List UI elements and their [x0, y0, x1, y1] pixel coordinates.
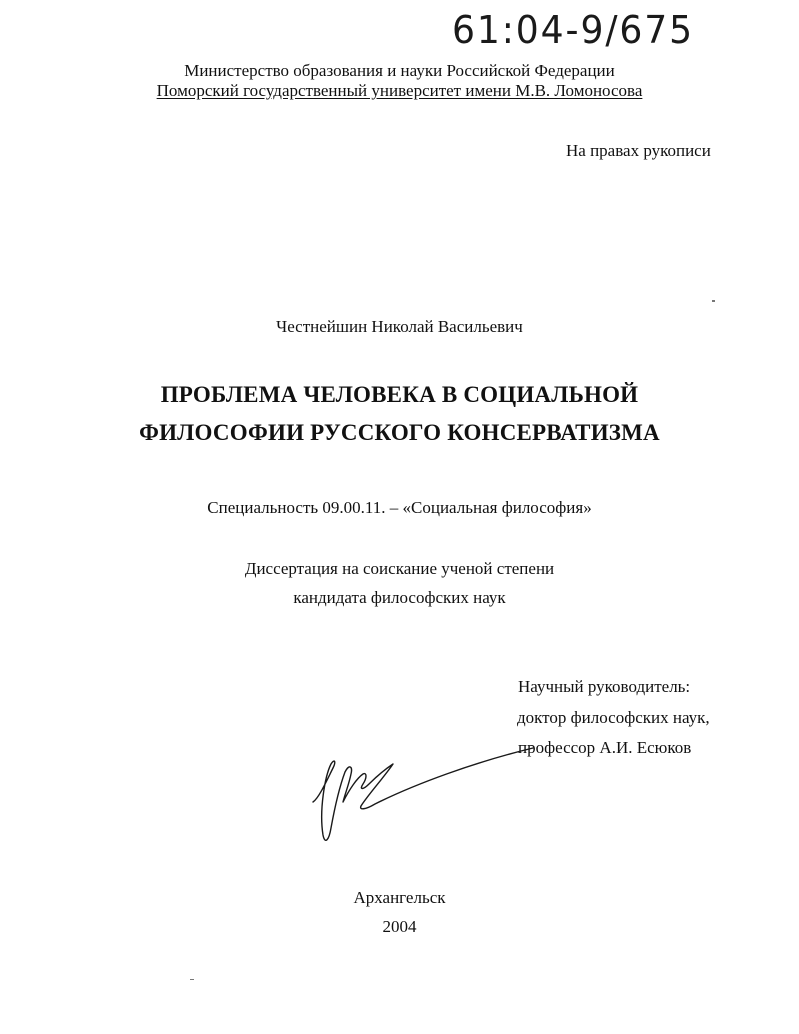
archive-code-handwritten: 61:04-9/675 [452, 8, 694, 52]
city: Архангельск [353, 888, 446, 907]
supervisor-label: Научный руководитель: [518, 677, 691, 696]
supervisor-degree: доктор философских наук, [517, 708, 710, 727]
ministry-heading: Министерство образования и науки Российской Федерации [184, 61, 615, 80]
thesis-title-line2: ФИЛОСОФИИ РУССКОГО КОНСЕРВАТИЗМА [139, 420, 660, 445]
thesis-title-line1: ПРОБЛЕМА ЧЕЛОВЕКА В СОЦИАЛЬНОЙ [160, 382, 639, 407]
specialty: Специальность 09.00.11. – «Социальная философия» [207, 498, 592, 517]
author-name: Честнейшин Николай Васильевич [276, 317, 523, 336]
university-heading [0, 81, 799, 101]
speck-mark [190, 979, 194, 980]
dissertation-line1: Диссертация на соискание ученой степени [244, 559, 555, 578]
speck-mark [712, 300, 715, 302]
signature-icon [305, 740, 545, 850]
dissertation-line2: кандидата философских наук [293, 588, 506, 607]
university-name: Поморский государственный университет имени М.В. Ломоносова [156, 81, 643, 100]
rights-note: На правах рукописи [566, 141, 711, 160]
year: 2004 [382, 917, 417, 936]
supervisor-name: профессор А.И. Есюков [518, 738, 692, 757]
